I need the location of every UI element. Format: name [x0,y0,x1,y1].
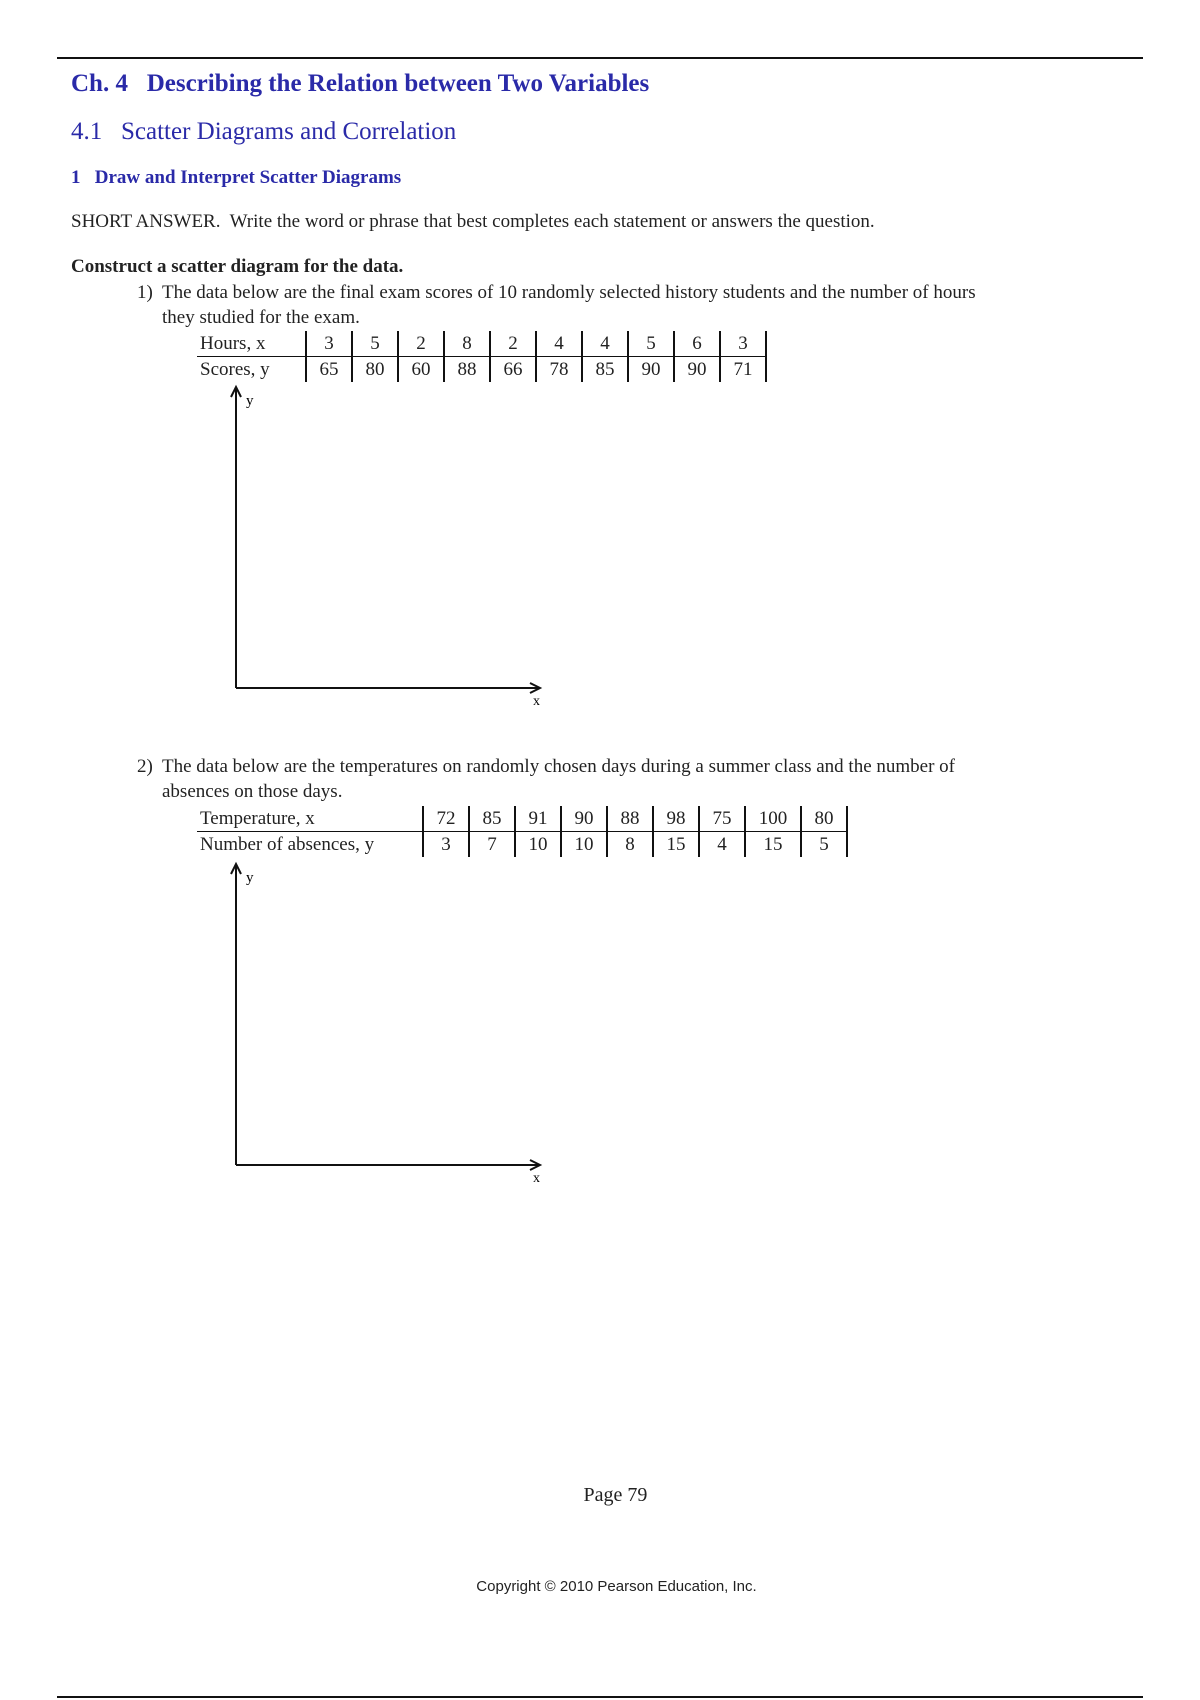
table-cell: 8 [444,331,490,357]
table-cell: 2 [398,331,444,357]
y-axis-label: y [246,393,254,409]
table-cell: 5 [352,331,398,357]
table-cell: 90 [674,357,720,383]
table-cell: 15 [745,832,801,858]
chapter-title: Ch. 4 Describing the Relation between Two Variables [71,70,650,97]
instructions: SHORT ANSWER. Write the word or phrase that best completes each statement or answers the question. [71,211,875,232]
table-cell: 2 [490,331,536,357]
table-cell: 75 [699,806,745,832]
bottom-rule [57,1696,1143,1698]
x-axis-label: x [533,1171,540,1186]
data-table-2 [197,806,848,857]
table-cell: 90 [561,806,607,832]
blank-axes-2 [220,860,560,1190]
table-cell: 88 [607,806,653,832]
table-cell: 5 [628,331,674,357]
blank-axes-1 [220,383,560,713]
table-cell: 80 [352,357,398,383]
row-label-hours: Hours, x [197,331,306,357]
table-cell: 10 [515,832,561,858]
problem-text-line1: The data below are the temperatures on randomly chosen days during a summer class and the number of [162,756,955,777]
table-cell: 15 [653,832,699,858]
table-cell: 90 [628,357,674,383]
problem-text-line2: they studied for the exam. [162,307,360,328]
top-rule [57,57,1143,59]
problem-number: 1) [137,282,153,303]
section-title: 4.1 Scatter Diagrams and Correlation [71,118,457,145]
table-cell: 88 [444,357,490,383]
copyright: Copyright © 2010 Pearson Education, Inc. [476,1578,757,1595]
data-table-1 [197,331,767,382]
y-axis-label: y [246,870,254,886]
table-cell: 78 [536,357,582,383]
x-axis-label: x [533,694,540,709]
table-cell: 65 [306,357,352,383]
table-cell: 4 [536,331,582,357]
row-label-absences: Number of absences, y [200,834,375,855]
problem-2 [137,754,1097,804]
problem-number: 2) [137,756,153,777]
problem-text-line2: absences on those days. [162,781,343,802]
table-cell: 10 [561,832,607,858]
table-cell: 80 [801,806,847,832]
table-cell: 72 [423,806,469,832]
table-cell: 6 [674,331,720,357]
table-cell: 100 [745,806,801,832]
table-cell: 66 [490,357,536,383]
row-label-scores: Scores, y [200,359,270,380]
table-cell: 8 [607,832,653,858]
table-cell: 60 [398,357,444,383]
table-cell: 3 [423,832,469,858]
table-cell: 91 [515,806,561,832]
objective-title: 1 Draw and Interpret Scatter Diagrams [71,167,402,188]
table-cell: 3 [306,331,352,357]
table-cell: 3 [720,331,766,357]
problem-1 [137,280,1097,330]
table-cell: 85 [582,357,628,383]
page-number: Page 79 [583,1484,648,1506]
table-cell: 7 [469,832,515,858]
table-cell: 85 [469,806,515,832]
table-cell: 5 [801,832,847,858]
problem-text-line1: The data below are the final exam scores of 10 randomly selected history students and the number of hours [162,282,976,303]
directive: Construct a scatter diagram for the data. [71,256,404,277]
table-cell: 98 [653,806,699,832]
table-cell: 71 [720,357,766,383]
table-cell: 4 [582,331,628,357]
table-cell: 4 [699,832,745,858]
row-label-temperature: Temperature, x [197,806,423,832]
